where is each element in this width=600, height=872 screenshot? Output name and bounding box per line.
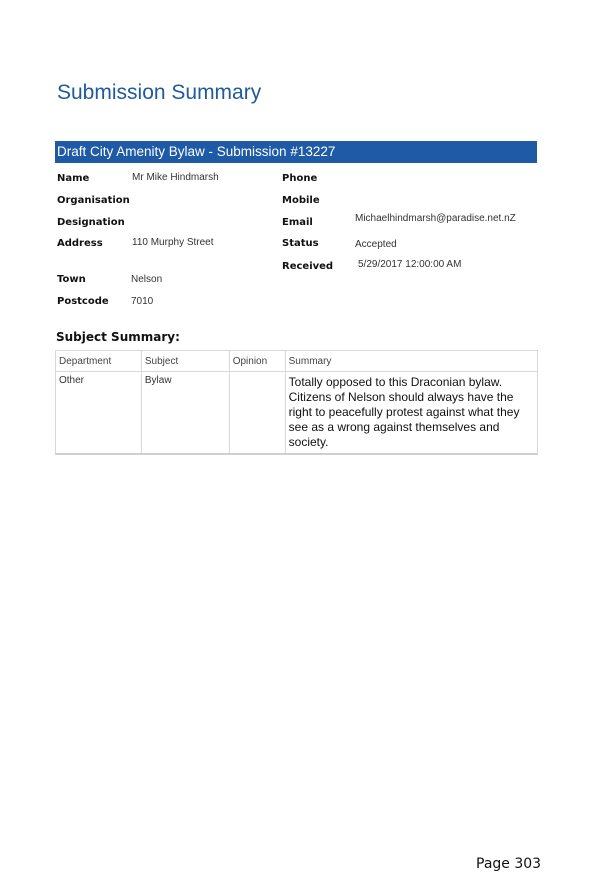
page-title: Submission Summary xyxy=(57,81,262,104)
status-label: Status xyxy=(282,238,319,249)
email-value: Michaelhindmarsh@paradise.net.nZ xyxy=(355,213,516,224)
email-label: Email xyxy=(282,217,313,228)
subject-summary-table xyxy=(55,350,538,455)
postcode-label: Postcode xyxy=(57,296,109,307)
address-label: Address xyxy=(57,238,103,249)
header-summary: Summary xyxy=(285,351,537,372)
phone-label: Phone xyxy=(282,173,318,184)
address-value: 110 Murphy Street xyxy=(132,237,214,248)
table-row xyxy=(56,372,538,455)
postcode-value: 7010 xyxy=(131,296,154,307)
town-label: Town xyxy=(57,274,86,285)
submission-banner: Draft City Amenity Bylaw - Submission #13227 xyxy=(55,141,537,163)
received-value: 5/29/2017 12:00:00 AM xyxy=(358,259,462,270)
subject-summary-title: Subject Summary: xyxy=(56,330,180,344)
received-label: Received xyxy=(282,261,334,272)
cell-summary: Totally opposed to this Draconian bylaw. Citizens of Nelson should always have the right to peacefully protest against what they see as a wrong against themselves and society. xyxy=(285,372,537,455)
header-opinion: Opinion xyxy=(229,351,285,372)
name-value: Mr Mike Hindmarsh xyxy=(132,172,219,183)
name-label: Name xyxy=(57,173,90,184)
table-header-row xyxy=(56,351,538,372)
town-value: Nelson xyxy=(131,274,163,285)
cell-opinion xyxy=(229,372,285,455)
designation-label: Designation xyxy=(57,217,125,228)
organisation-label: Organisation xyxy=(57,195,130,206)
header-department: Department xyxy=(56,351,142,372)
cell-department: Other xyxy=(56,372,142,455)
header-subject: Subject xyxy=(141,351,229,372)
mobile-label: Mobile xyxy=(282,195,320,206)
page-number: Page 303 xyxy=(476,856,542,872)
status-value: Accepted xyxy=(355,239,397,250)
cell-subject: Bylaw xyxy=(141,372,229,455)
